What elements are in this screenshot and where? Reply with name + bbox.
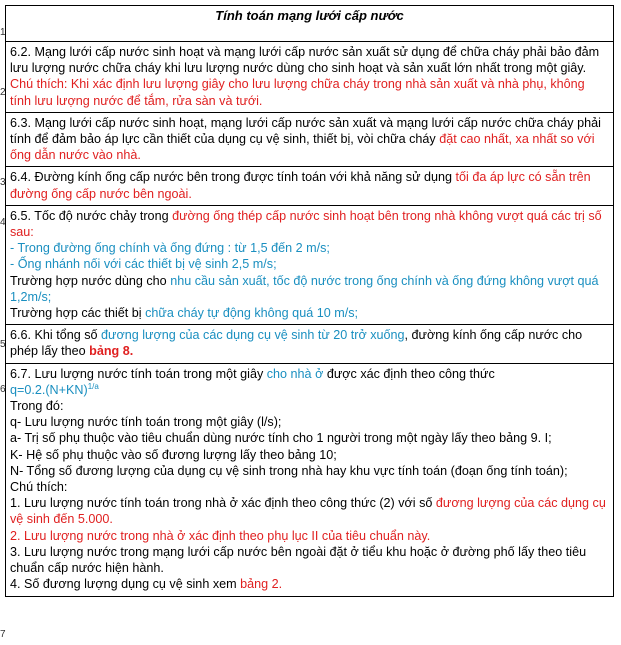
definition-q: q- Lưu lượng nước tính toán trong một giây (l/s); — [10, 415, 282, 430]
note-label: Chú thích: — [10, 480, 68, 495]
section-6-5-red: đường ống thép cấp nước sinh hoạt bên trong nhà không vượt quá các trị số sau: — [10, 208, 602, 240]
note-2: 2. Lưu lượng nước trong nhà ở xác định theo phụ lục II của tiêu chuẩn này. — [10, 528, 431, 543]
cell-section-6-6[interactable] — [6, 325, 614, 363]
cell-section-6-4[interactable] — [6, 167, 614, 205]
section-6-3-red: đặt cao nhất, xa nhất so với ống dẫn nước vào nhà. — [10, 132, 595, 163]
section-6-5-text: 6.5. Tốc độ nước chảy trong — [10, 208, 173, 223]
section-6-7-text: 6.7. Lưu lượng nước tính toán trong một giây — [10, 366, 267, 381]
cell-section-6-3[interactable] — [6, 112, 614, 167]
where-label: Trong đó: — [10, 399, 64, 414]
table-title-cell[interactable] — [6, 6, 614, 42]
section-6-5-case2-blue: chữa cháy tự động không quá 10 m/s; — [145, 306, 358, 321]
note-1-red: đương lượng của các dụng cụ vệ sinh đến 5.000. — [10, 496, 606, 527]
cell-section-6-5[interactable] — [6, 205, 614, 324]
note-4-red: bảng 2. — [240, 577, 283, 592]
definition-a: a- Trị số phụ thuộc vào tiêu chuẩn dùng nước tính cho 1 người trong một ngày lấy theo bảng 9. I; — [10, 431, 552, 446]
row-number: 7 — [0, 629, 6, 640]
formula-text: q=0.2.(N+KN) — [10, 382, 88, 397]
table-title: Tính toán mạng lưới cấp nước — [215, 8, 404, 23]
row-number: 1 — [0, 27, 6, 38]
section-6-4-red: tối đa áp lực có sẵn trên đường ống cấp nước bên ngoài. — [10, 170, 591, 201]
section-6-7-text-b: được xác định theo công thức — [323, 366, 495, 381]
section-6-4-text: 6.4. Đường kính ống cấp nước bên trong được tính toán với khả năng sử dụng — [10, 170, 456, 185]
formula-exponent: 1/a — [87, 381, 99, 391]
section-6-2-note: Chú thích: Khi xác định lưu lượng giây cho lưu lượng chữa cháy trong nhà sản xuất và nhà phụ, không tính lưu lượng nước để tắm, rửa sàn và tưới. — [10, 77, 585, 108]
section-6-6-text-b: , đường kính ống cấp nước cho phép lấy theo — [10, 328, 583, 359]
definition-k: K- Hệ số phụ thuộc vào số đương lượng lấy theo bảng 10; — [10, 447, 337, 462]
cell-section-6-7[interactable] — [6, 363, 614, 596]
definition-n: N- Tổng số đương lượng của dụng cụ vệ sinh trong nhà hay khu vực tính toán (đoạn ống tính toán); — [10, 463, 568, 478]
section-6-5-bullet: - Trong đường ống chính và ống đứng : từ 1,5 đến 2 m/s; — [10, 241, 330, 256]
row-number: 4 — [0, 217, 6, 228]
section-6-5-case2: Trường hợp các thiết bị — [10, 306, 146, 321]
section-6-2-text: 6.2. Mạng lưới cấp nước sinh hoạt và mạng lưới cấp nước sản xuất sử dụng để chữa cháy phải bảo đảm lưu lượng nước chữa cháy khi lưu lượng nước dùng cho sinh hoạt và sản xuất lớn nhất trong một giây. — [10, 45, 600, 76]
section-6-5-case1-blue: nhu cầu sản xuất, tốc độ nước trong ống chính và ống đứng không vượt quá 1,2m/s; — [10, 273, 599, 304]
note-3: 3. Lưu lượng nước trong mạng lưới cấp nước bên ngoài đặt ở tiểu khu hoặc ở đường phố lấy theo tiêu chuẩn cấp nước hiện hành. — [10, 544, 587, 576]
spreadsheet-table — [5, 5, 614, 597]
section-6-5-bullet: - Ống nhánh nối với các thiết bị vệ sinh 2,5 m/s; — [10, 257, 277, 272]
section-6-6-table-ref: bảng 8. — [89, 344, 134, 359]
section-6-6-text: 6.6. Khi tổng số — [10, 328, 102, 343]
row-number: 5 — [0, 339, 6, 350]
row-number: 3 — [0, 177, 6, 188]
formula — [10, 382, 609, 398]
cell-section-6-2[interactable] — [6, 42, 614, 113]
section-6-3-text: 6.3. Mạng lưới cấp nước sinh hoạt, mạng lưới cấp nước sản xuất và mạng lưới cấp nước chữa cháy phải tính để đảm bảo áp lực cần thiết của dụng cụ vệ sinh, thiết bị, vòi chữa cháy — [10, 115, 601, 147]
section-6-6-blue: đương lượng của các dụng cụ vệ sinh từ 20 trở xuống — [101, 328, 405, 343]
row-number: 6 — [0, 384, 6, 395]
note-1-text: 1. Lưu lượng nước tính toán trong nhà ở xác định theo công thức (2) với số — [10, 496, 436, 511]
note-4-text: 4. Số đương lượng dụng cụ vệ sinh xem — [10, 577, 241, 592]
section-6-5-case1: Trường hợp nước dùng cho — [10, 273, 171, 288]
row-number: 2 — [0, 87, 6, 98]
section-6-7-blue: cho nhà ở — [266, 366, 324, 381]
